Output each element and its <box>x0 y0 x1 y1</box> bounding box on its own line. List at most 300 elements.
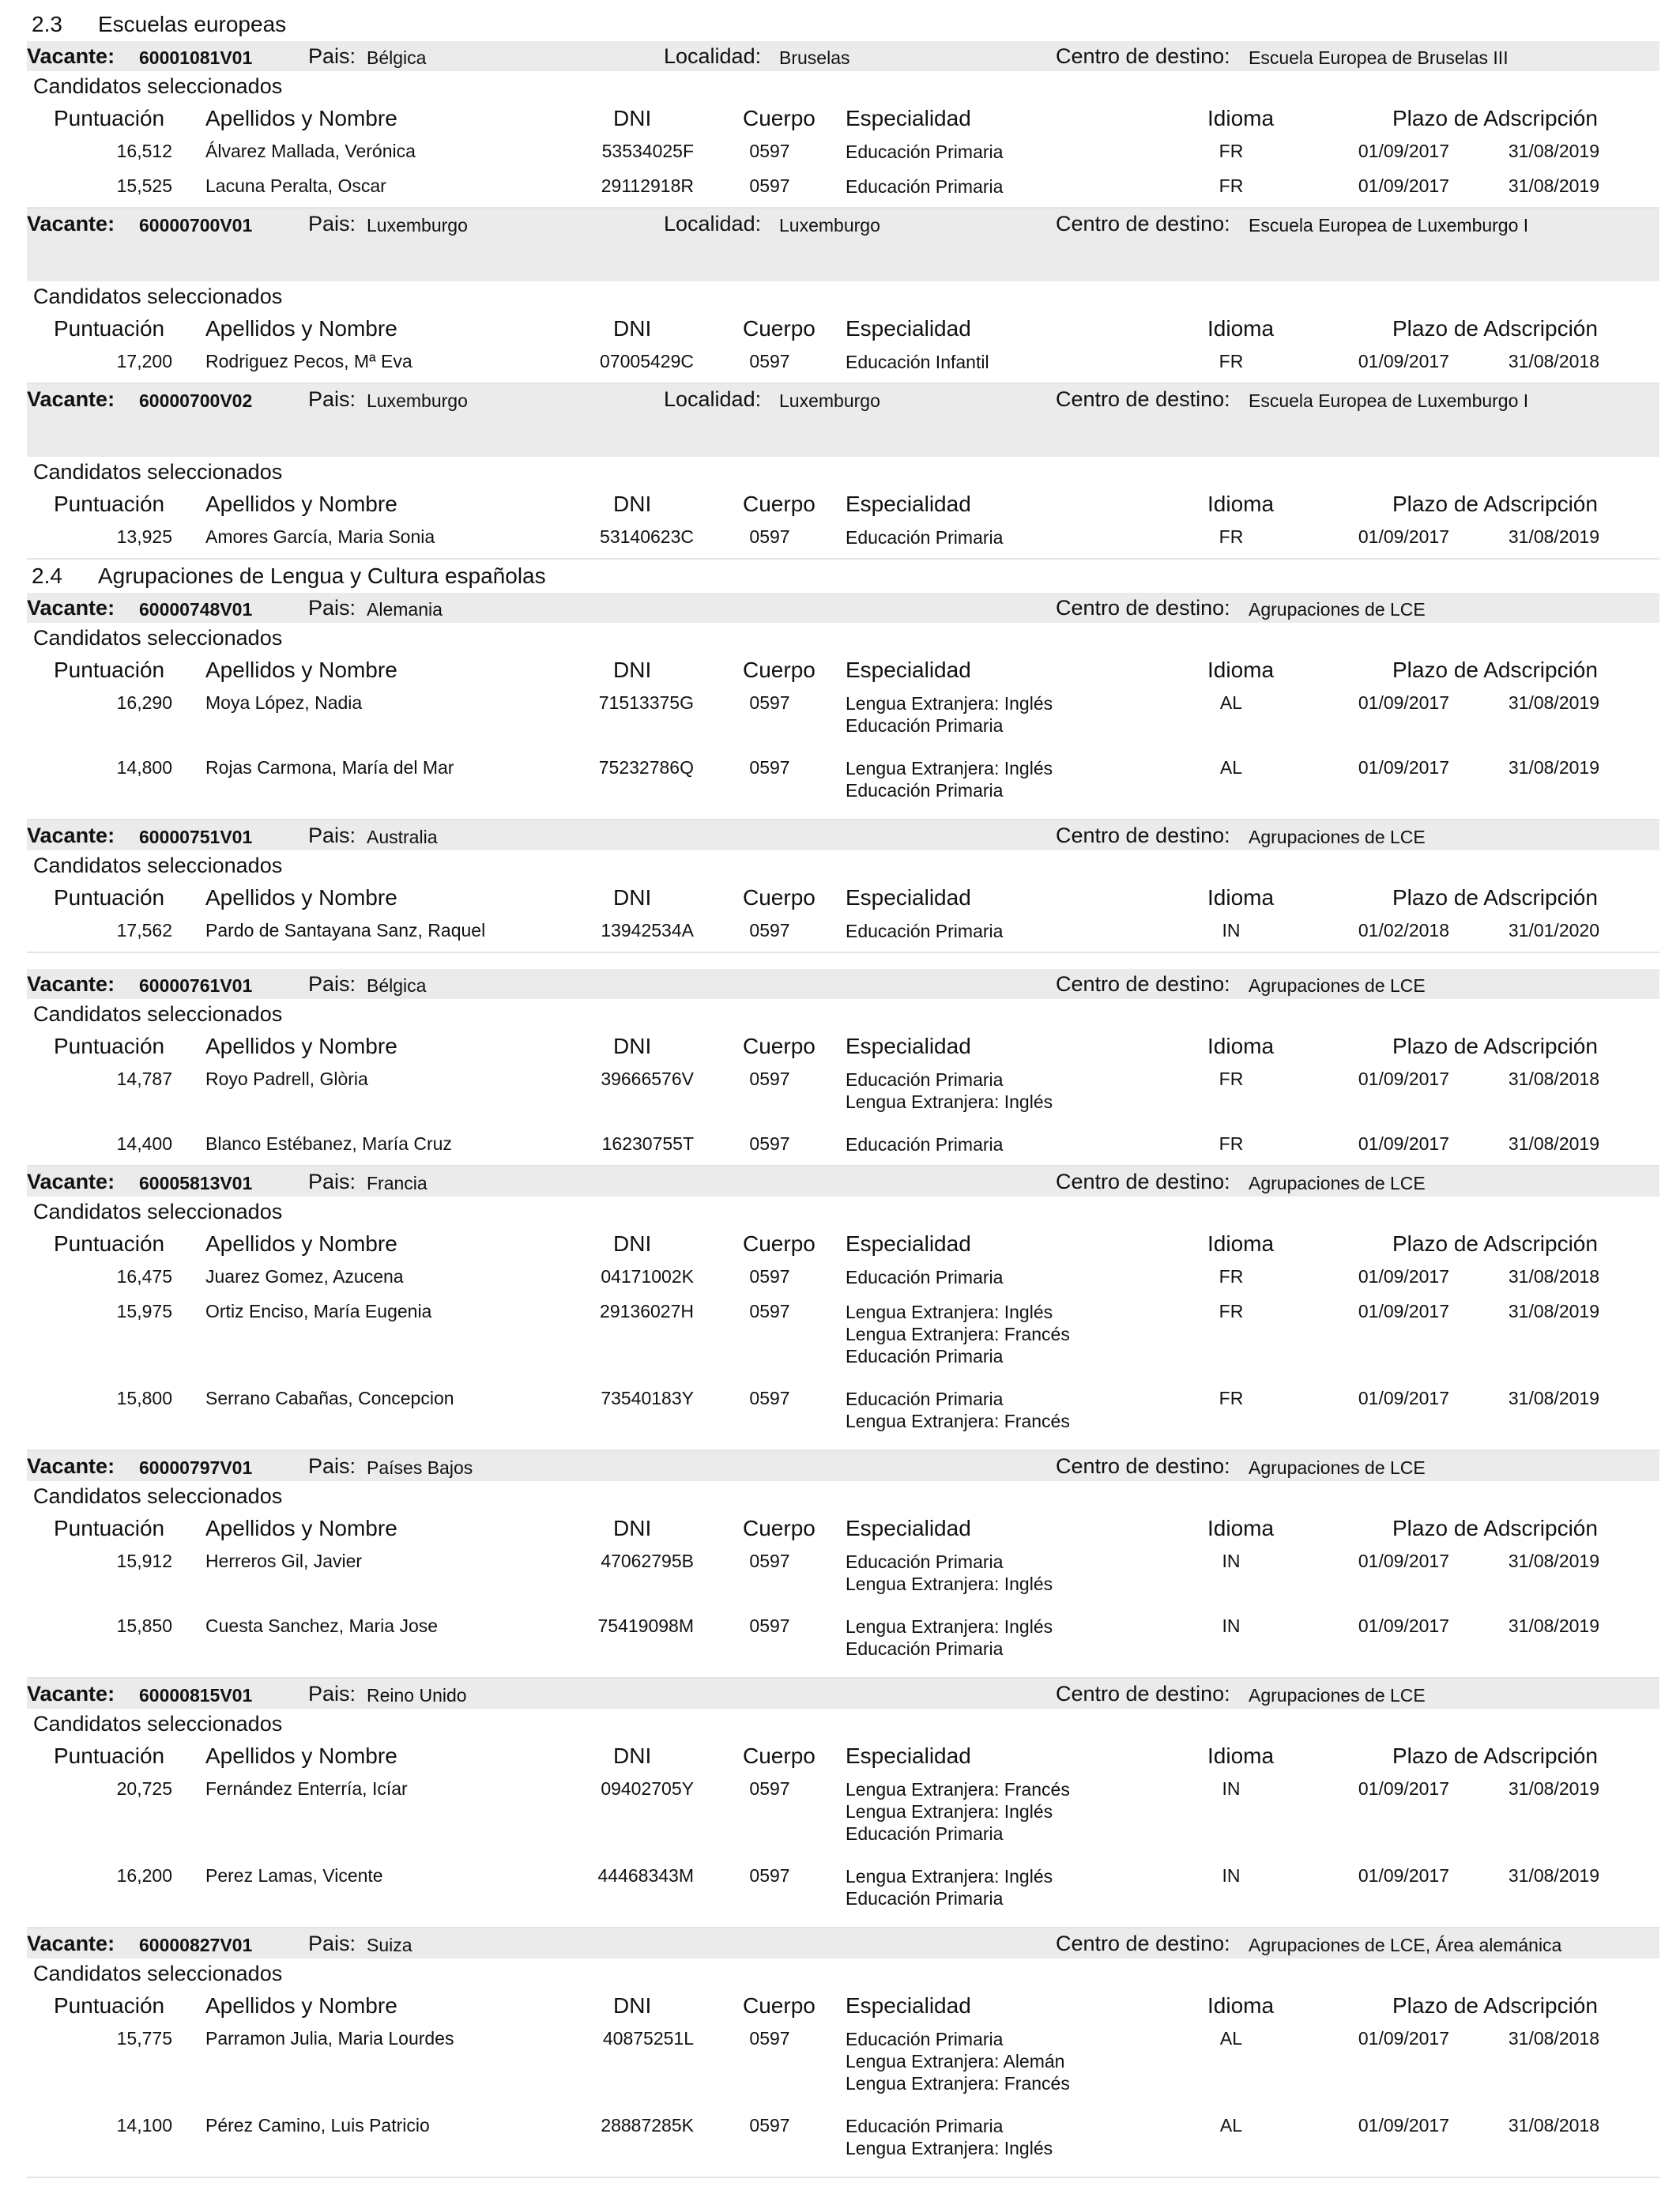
cell-plazo-desde: 01/09/2017 <box>1358 351 1449 371</box>
especialidad-line: Lengua Extranjera: Inglés <box>846 1091 1053 1112</box>
col-dni: DNI <box>613 658 652 682</box>
localidad-value: Luxemburgo <box>779 215 880 236</box>
especialidad-line: Lengua Extranjera: Inglés <box>846 2138 1053 2158</box>
pais-value: Francia <box>367 1173 428 1193</box>
centro-value: Agrupaciones de LCE <box>1249 975 1426 996</box>
table-row <box>27 1547 1659 1612</box>
col-puntuacion: Puntuación <box>54 1034 165 1058</box>
cell-puntuacion: 14,400 <box>116 1133 172 1154</box>
cell-plazo-hasta: 31/08/2018 <box>1508 2115 1599 2136</box>
pais-value: Australia <box>367 827 438 847</box>
cell-plazo-desde: 01/09/2017 <box>1358 2115 1449 2136</box>
cell-especialidad <box>846 1133 1003 1155</box>
cell-especialidad <box>846 141 1003 163</box>
cell-puntuacion: 15,850 <box>116 1615 172 1636</box>
cell-cuerpo: 0597 <box>749 757 790 778</box>
candidate-rows <box>27 689 1659 819</box>
column-header-row <box>27 101 1659 138</box>
cell-plazo-desde: 01/09/2017 <box>1358 692 1449 713</box>
col-plazo: Plazo de Adscripción <box>1392 1744 1598 1768</box>
pais-label: Pais: <box>308 824 356 847</box>
vacancy-block <box>27 384 1659 560</box>
cell-idioma: FR <box>1219 141 1244 161</box>
cell-puntuacion: 16,290 <box>116 692 172 713</box>
col-dni: DNI <box>613 1744 652 1768</box>
col-nombre: Apellidos y Nombre <box>205 658 397 682</box>
vacancy-header <box>27 209 1659 281</box>
especialidad-line: Educación Primaria <box>846 141 1004 162</box>
cell-especialidad <box>846 1551 1053 1595</box>
table-row <box>27 2112 1659 2177</box>
especialidad-line: Educación Primaria <box>846 1134 1004 1155</box>
vacancy-divider <box>27 952 1659 953</box>
col-idioma: Idioma <box>1207 658 1275 682</box>
cell-plazo-hasta: 31/08/2019 <box>1508 141 1599 161</box>
candidatos-label: Candidatos seleccionados <box>33 1962 283 1985</box>
cell-plazo-desde: 01/09/2017 <box>1358 141 1449 161</box>
vacante-label: Vacante: <box>27 824 115 847</box>
column-header-row <box>27 1511 1659 1547</box>
vacancy-block <box>27 41 1659 209</box>
centro-value: Agrupaciones de LCE <box>1249 1457 1426 1478</box>
table-row <box>27 348 1659 383</box>
candidatos-label: Candidatos seleccionados <box>33 854 283 877</box>
cell-nombre: Perez Lamas, Vicente <box>205 1865 383 1886</box>
centro-value: Agrupaciones de LCE, Área alemánica <box>1249 1935 1562 1955</box>
cell-puntuacion: 13,925 <box>116 526 172 547</box>
vacante-label: Vacante: <box>27 1682 115 1706</box>
cell-cuerpo: 0597 <box>749 1615 790 1636</box>
section-title-text: Agrupaciones de Lengua y Cultura españolas <box>98 564 546 588</box>
column-header-row <box>27 311 1659 348</box>
cell-cuerpo: 0597 <box>749 1388 790 1408</box>
especialidad-line: Lengua Extranjera: Inglés <box>846 1801 1053 1822</box>
cell-idioma: AL <box>1219 2115 1243 2136</box>
cell-plazo-desde: 01/09/2017 <box>1358 1778 1449 1799</box>
cell-dni: 16230755T <box>601 1133 694 1154</box>
col-nombre: Apellidos y Nombre <box>205 1231 397 1256</box>
centro-label: Centro de destino: <box>1056 972 1230 996</box>
centro-label: Centro de destino: <box>1056 1454 1230 1478</box>
cell-puntuacion: 15,912 <box>116 1551 172 1571</box>
cell-cuerpo: 0597 <box>749 2028 790 2049</box>
candidatos-label: Candidatos seleccionados <box>33 1002 283 1026</box>
pais-label: Pais: <box>308 596 356 620</box>
pais-label: Pais: <box>308 212 356 236</box>
cell-puntuacion: 15,525 <box>116 175 172 196</box>
centro-value: Agrupaciones de LCE <box>1249 827 1426 847</box>
col-cuerpo: Cuerpo <box>743 1034 816 1058</box>
cell-especialidad <box>846 1301 1070 1367</box>
cell-plazo-desde: 01/09/2017 <box>1358 1301 1449 1321</box>
col-nombre: Apellidos y Nombre <box>205 1034 397 1058</box>
cell-cuerpo: 0597 <box>749 1301 790 1321</box>
cell-especialidad <box>846 920 1003 942</box>
especialidad-line: Lengua Extranjera: Francés <box>846 1779 1070 1800</box>
especialidad-line: Lengua Extranjera: Francés <box>846 1324 1070 1344</box>
table-row <box>27 1298 1659 1385</box>
cell-especialidad <box>846 1615 1053 1660</box>
vacante-label: Vacante: <box>27 1932 115 1955</box>
vacancy-header <box>27 1167 1659 1197</box>
candidatos-label: Candidatos seleccionados <box>33 1200 283 1223</box>
candidate-rows <box>27 523 1659 558</box>
cell-cuerpo: 0597 <box>749 1069 790 1089</box>
centro-label: Centro de destino: <box>1056 596 1230 620</box>
table-row <box>27 1263 1659 1298</box>
cell-plazo-hasta: 31/08/2019 <box>1508 1133 1599 1154</box>
pais-label: Pais: <box>308 1932 356 1955</box>
col-idioma: Idioma <box>1207 1516 1275 1540</box>
vacancy-header <box>27 1679 1659 1709</box>
vacancy-list <box>27 593 1659 2178</box>
vacancy-code: 60000815V01 <box>139 1685 253 1706</box>
section-number: 2.4 <box>32 564 62 588</box>
cell-plazo-hasta: 31/01/2020 <box>1508 920 1599 941</box>
table-row <box>27 754 1659 819</box>
especialidad-line: Lengua Extranjera: Inglés <box>846 1302 1053 1322</box>
cell-puntuacion: 15,775 <box>116 2028 172 2049</box>
cell-cuerpo: 0597 <box>749 920 790 941</box>
cell-idioma: AL <box>1219 692 1243 713</box>
cell-plazo-desde: 01/09/2017 <box>1358 1865 1449 1886</box>
cell-plazo-desde: 01/09/2017 <box>1358 1133 1449 1154</box>
cell-especialidad <box>846 1069 1053 1113</box>
col-cuerpo: Cuerpo <box>743 885 816 910</box>
col-idioma: Idioma <box>1207 885 1275 910</box>
col-plazo: Plazo de Adscripción <box>1392 1231 1598 1256</box>
col-puntuacion: Puntuación <box>54 316 165 341</box>
col-idioma: Idioma <box>1207 1034 1275 1058</box>
cell-dni: 44468343M <box>597 1865 694 1886</box>
cell-nombre: Pérez Camino, Luis Patricio <box>205 2115 430 2136</box>
col-idioma: Idioma <box>1207 316 1275 341</box>
col-plazo: Plazo de Adscripción <box>1392 106 1598 130</box>
cell-idioma: FR <box>1219 1266 1244 1287</box>
col-cuerpo: Cuerpo <box>743 658 816 682</box>
centro-label: Centro de destino: <box>1056 387 1230 411</box>
candidate-rows <box>27 1547 1659 1677</box>
cell-nombre: Ortiz Enciso, María Eugenia <box>205 1301 432 1321</box>
vacancy-header <box>27 820 1659 850</box>
col-nombre: Apellidos y Nombre <box>205 316 397 341</box>
table-row <box>27 172 1659 207</box>
cell-plazo-desde: 01/09/2017 <box>1358 1551 1449 1571</box>
cell-puntuacion: 16,512 <box>116 141 172 161</box>
cell-nombre: Lacuna Peralta, Oscar <box>205 175 386 196</box>
vacante-label: Vacante: <box>27 387 115 411</box>
vacancy-code: 60000700V02 <box>139 390 253 411</box>
table-row <box>27 2025 1659 2112</box>
cell-especialidad <box>846 1388 1070 1432</box>
cell-plazo-desde: 01/09/2017 <box>1358 1615 1449 1636</box>
cell-puntuacion: 20,725 <box>116 1778 172 1799</box>
candidatos-label: Candidatos seleccionados <box>33 285 283 308</box>
candidatos-label: Candidatos seleccionados <box>33 1712 283 1736</box>
vacancy-divider <box>27 2177 1659 2178</box>
col-puntuacion: Puntuación <box>54 1993 165 2018</box>
cell-cuerpo: 0597 <box>749 1778 790 1799</box>
cell-plazo-hasta: 31/08/2019 <box>1508 1301 1599 1321</box>
candidate-rows <box>27 1263 1659 1449</box>
cell-plazo-desde: 01/09/2017 <box>1358 175 1449 196</box>
pais-value: Reino Unido <box>367 1685 467 1706</box>
cell-nombre: Moya López, Nadia <box>205 692 363 713</box>
cell-dni: 73540183Y <box>601 1388 694 1408</box>
cell-plazo-hasta: 31/08/2018 <box>1508 1266 1599 1287</box>
cell-especialidad <box>846 757 1053 801</box>
centro-value: Escuela Europea de Bruselas III <box>1249 47 1509 68</box>
cell-idioma: FR <box>1219 526 1244 547</box>
col-cuerpo: Cuerpo <box>743 1744 816 1768</box>
table-row <box>27 1775 1659 1862</box>
vacancy-block <box>27 1679 1659 1928</box>
especialidad-line: Lengua Extranjera: Francés <box>846 2073 1070 2094</box>
cell-cuerpo: 0597 <box>749 1133 790 1154</box>
cell-puntuacion: 17,200 <box>116 351 172 371</box>
cell-especialidad <box>846 526 1003 548</box>
pais-value: Luxemburgo <box>367 215 468 236</box>
cell-cuerpo: 0597 <box>749 351 790 371</box>
especialidad-line: Educación Primaria <box>846 1823 1004 1844</box>
cell-cuerpo: 0597 <box>749 141 790 161</box>
table-row <box>27 689 1659 754</box>
col-puntuacion: Puntuación <box>54 1744 165 1768</box>
vacancy-header <box>27 384 1659 457</box>
centro-value: Agrupaciones de LCE <box>1249 599 1426 620</box>
col-especialidad: Especialidad <box>846 1231 971 1256</box>
cell-especialidad <box>846 2028 1070 2094</box>
cell-nombre: Pardo de Santayana Sanz, Raquel <box>205 920 486 941</box>
vacancy-code: 60005813V01 <box>139 1173 253 1193</box>
col-dni: DNI <box>613 492 652 516</box>
vacancy-list <box>27 41 1659 560</box>
col-cuerpo: Cuerpo <box>743 1993 816 2018</box>
col-plazo: Plazo de Adscripción <box>1392 492 1598 516</box>
cell-plazo-hasta: 31/08/2019 <box>1508 175 1599 196</box>
cell-idioma: FR <box>1219 1388 1244 1408</box>
cell-dni: 40875251L <box>602 2028 694 2049</box>
cell-plazo-hasta: 31/08/2019 <box>1508 757 1599 778</box>
cell-especialidad <box>846 351 989 373</box>
pais-value: Suiza <box>367 1935 412 1955</box>
cell-idioma: IN <box>1222 1551 1241 1571</box>
cell-idioma: IN <box>1222 1615 1241 1636</box>
cell-cuerpo: 0597 <box>749 2115 790 2136</box>
vacancy-header <box>27 41 1659 71</box>
column-header-row <box>27 1227 1659 1263</box>
cell-nombre: Álvarez Mallada, Verónica <box>205 141 416 161</box>
col-idioma: Idioma <box>1207 106 1275 130</box>
candidatos-label: Candidatos seleccionados <box>33 460 283 484</box>
vacancy-code: 60000751V01 <box>139 827 253 847</box>
vacancy-code: 60001081V01 <box>139 47 253 68</box>
especialidad-line: Educación Primaria <box>846 1551 1004 1572</box>
cell-idioma: FR <box>1219 175 1244 196</box>
cell-nombre: Serrano Cabañas, Concepcion <box>205 1388 454 1408</box>
cell-plazo-hasta: 31/08/2019 <box>1508 1778 1599 1799</box>
col-puntuacion: Puntuación <box>54 658 165 682</box>
especialidad-line: Educación Primaria <box>846 780 1004 801</box>
localidad-label: Localidad: <box>664 44 762 68</box>
pais-label: Pais: <box>308 44 356 68</box>
vacancy-block <box>27 969 1659 1167</box>
localidad-value: Bruselas <box>779 47 850 68</box>
especialidad-line: Educación Primaria <box>846 715 1004 736</box>
col-nombre: Apellidos y Nombre <box>205 492 397 516</box>
section <box>27 8 1659 560</box>
section-title <box>27 8 1659 41</box>
cell-plazo-desde: 01/09/2017 <box>1358 2028 1449 2049</box>
table-row <box>27 1385 1659 1449</box>
section-title-text: Escuelas europeas <box>98 12 287 36</box>
cell-plazo-desde: 01/09/2017 <box>1358 526 1449 547</box>
cell-cuerpo: 0597 <box>749 692 790 713</box>
candidate-rows <box>27 917 1659 952</box>
col-plazo: Plazo de Adscripción <box>1392 658 1598 682</box>
cell-idioma: IN <box>1222 920 1241 941</box>
especialidad-line: Educación Primaria <box>846 1389 1004 1409</box>
col-idioma: Idioma <box>1207 1744 1275 1768</box>
cell-plazo-desde: 01/09/2017 <box>1358 1266 1449 1287</box>
especialidad-line: Educación Primaria <box>846 176 1004 197</box>
cell-nombre: Cuesta Sanchez, Maria Jose <box>205 1615 439 1636</box>
col-dni: DNI <box>613 1993 652 2018</box>
document <box>27 8 1659 2178</box>
candidate-rows <box>27 348 1659 383</box>
section-title <box>27 560 1659 593</box>
centro-value: Escuela Europea de Luxemburgo I <box>1249 390 1529 411</box>
especialidad-line: Lengua Extranjera: Inglés <box>846 1866 1053 1887</box>
centro-value: Agrupaciones de LCE <box>1249 1685 1426 1706</box>
vacancy-code: 60000748V01 <box>139 599 253 620</box>
col-idioma: Idioma <box>1207 1993 1275 2018</box>
table-row <box>27 523 1659 558</box>
localidad-label: Localidad: <box>664 212 762 236</box>
cell-plazo-hasta: 31/08/2019 <box>1508 1865 1599 1886</box>
vacancy-header <box>27 593 1659 623</box>
candidate-rows <box>27 138 1659 207</box>
centro-value: Escuela Europea de Luxemburgo I <box>1249 215 1529 236</box>
pais-value: Bélgica <box>367 47 427 68</box>
vacancy-block <box>27 1451 1659 1679</box>
column-header-row <box>27 1029 1659 1065</box>
pais-label: Pais: <box>308 1682 356 1706</box>
pais-value: Bélgica <box>367 975 427 996</box>
col-plazo: Plazo de Adscripción <box>1392 885 1598 910</box>
cell-especialidad <box>846 692 1053 737</box>
col-plazo: Plazo de Adscripción <box>1392 1516 1598 1540</box>
col-nombre: Apellidos y Nombre <box>205 1744 397 1768</box>
cell-nombre: Fernández Enterría, Icíar <box>205 1778 408 1799</box>
col-especialidad: Especialidad <box>846 1034 971 1058</box>
pais-value: Países Bajos <box>367 1457 473 1478</box>
especialidad-line: Educación Primaria <box>846 1638 1004 1659</box>
column-header-row <box>27 487 1659 523</box>
col-dni: DNI <box>613 1516 652 1540</box>
cell-nombre: Royo Padrell, Glòria <box>205 1069 368 1089</box>
cell-especialidad <box>846 175 1003 198</box>
especialidad-line: Lengua Extranjera: Inglés <box>846 693 1053 714</box>
especialidad-line: Educación Primaria <box>846 1267 1004 1287</box>
col-especialidad: Especialidad <box>846 885 971 910</box>
cell-plazo-hasta: 31/08/2018 <box>1508 351 1599 371</box>
especialidad-line: Educación Primaria <box>846 921 1004 941</box>
cell-puntuacion: 15,975 <box>116 1301 172 1321</box>
vacancy-block <box>27 593 1659 820</box>
col-cuerpo: Cuerpo <box>743 316 816 341</box>
especialidad-line: Educación Primaria <box>846 1346 1004 1367</box>
section-number: 2.3 <box>32 12 62 36</box>
cell-cuerpo: 0597 <box>749 1266 790 1287</box>
candidatos-label: Candidatos seleccionados <box>33 74 283 98</box>
table-row <box>27 1065 1659 1130</box>
col-plazo: Plazo de Adscripción <box>1392 1034 1598 1058</box>
col-nombre: Apellidos y Nombre <box>205 885 397 910</box>
especialidad-line: Lengua Extranjera: Alemán <box>846 2051 1065 2071</box>
col-dni: DNI <box>613 1034 652 1058</box>
cell-dni: 04171002K <box>601 1266 694 1287</box>
candidate-rows <box>27 1775 1659 1927</box>
table-row <box>27 1130 1659 1165</box>
col-puntuacion: Puntuación <box>54 106 165 130</box>
especialidad-line: Educación Primaria <box>846 1069 1004 1090</box>
table-row <box>27 138 1659 172</box>
cell-puntuacion: 14,100 <box>116 2115 172 2136</box>
col-cuerpo: Cuerpo <box>743 1516 816 1540</box>
cell-dni: 47062795B <box>601 1551 694 1571</box>
cell-dni: 29112918R <box>601 175 694 196</box>
col-dni: DNI <box>613 316 652 341</box>
vacante-label: Vacante: <box>27 596 115 620</box>
centro-value: Agrupaciones de LCE <box>1249 1173 1426 1193</box>
cell-nombre: Rodriguez Pecos, Mª Eva <box>205 351 412 371</box>
cell-dni: 07005429C <box>600 351 694 371</box>
especialidad-line: Lengua Extranjera: Inglés <box>846 758 1053 778</box>
column-header-row <box>27 653 1659 689</box>
pais-value: Luxemburgo <box>367 390 468 411</box>
pais-value: Alemania <box>367 599 443 620</box>
col-puntuacion: Puntuación <box>54 1231 165 1256</box>
especialidad-line: Educación Primaria <box>846 2029 1004 2049</box>
cell-dni: 53534025F <box>601 141 694 161</box>
cell-dni: 09402705Y <box>601 1778 694 1799</box>
cell-idioma: AL <box>1219 757 1243 778</box>
cell-plazo-desde: 01/09/2017 <box>1358 1069 1449 1089</box>
cell-dni: 75419098M <box>597 1615 694 1636</box>
cell-cuerpo: 0597 <box>749 1865 790 1886</box>
especialidad-line: Lengua Extranjera: Inglés <box>846 1616 1053 1637</box>
especialidad-line: Educación Primaria <box>846 527 1004 548</box>
table-row <box>27 1612 1659 1677</box>
col-especialidad: Especialidad <box>846 492 971 516</box>
cell-idioma: FR <box>1219 351 1244 371</box>
cell-plazo-hasta: 31/08/2018 <box>1508 1069 1599 1089</box>
cell-plazo-desde: 01/09/2017 <box>1358 1388 1449 1408</box>
cell-cuerpo: 0597 <box>749 175 790 196</box>
candidatos-label: Candidatos seleccionados <box>33 1484 283 1508</box>
col-especialidad: Especialidad <box>846 1744 971 1768</box>
col-idioma: Idioma <box>1207 1231 1275 1256</box>
cell-dni: 39666576V <box>601 1069 694 1089</box>
centro-label: Centro de destino: <box>1056 1170 1230 1193</box>
cell-nombre: Herreros Gil, Javier <box>205 1551 363 1571</box>
col-especialidad: Especialidad <box>846 316 971 341</box>
col-puntuacion: Puntuación <box>54 885 165 910</box>
cell-idioma: FR <box>1219 1133 1244 1154</box>
cell-especialidad <box>846 1778 1070 1845</box>
cell-nombre: Juarez Gomez, Azucena <box>205 1266 404 1287</box>
